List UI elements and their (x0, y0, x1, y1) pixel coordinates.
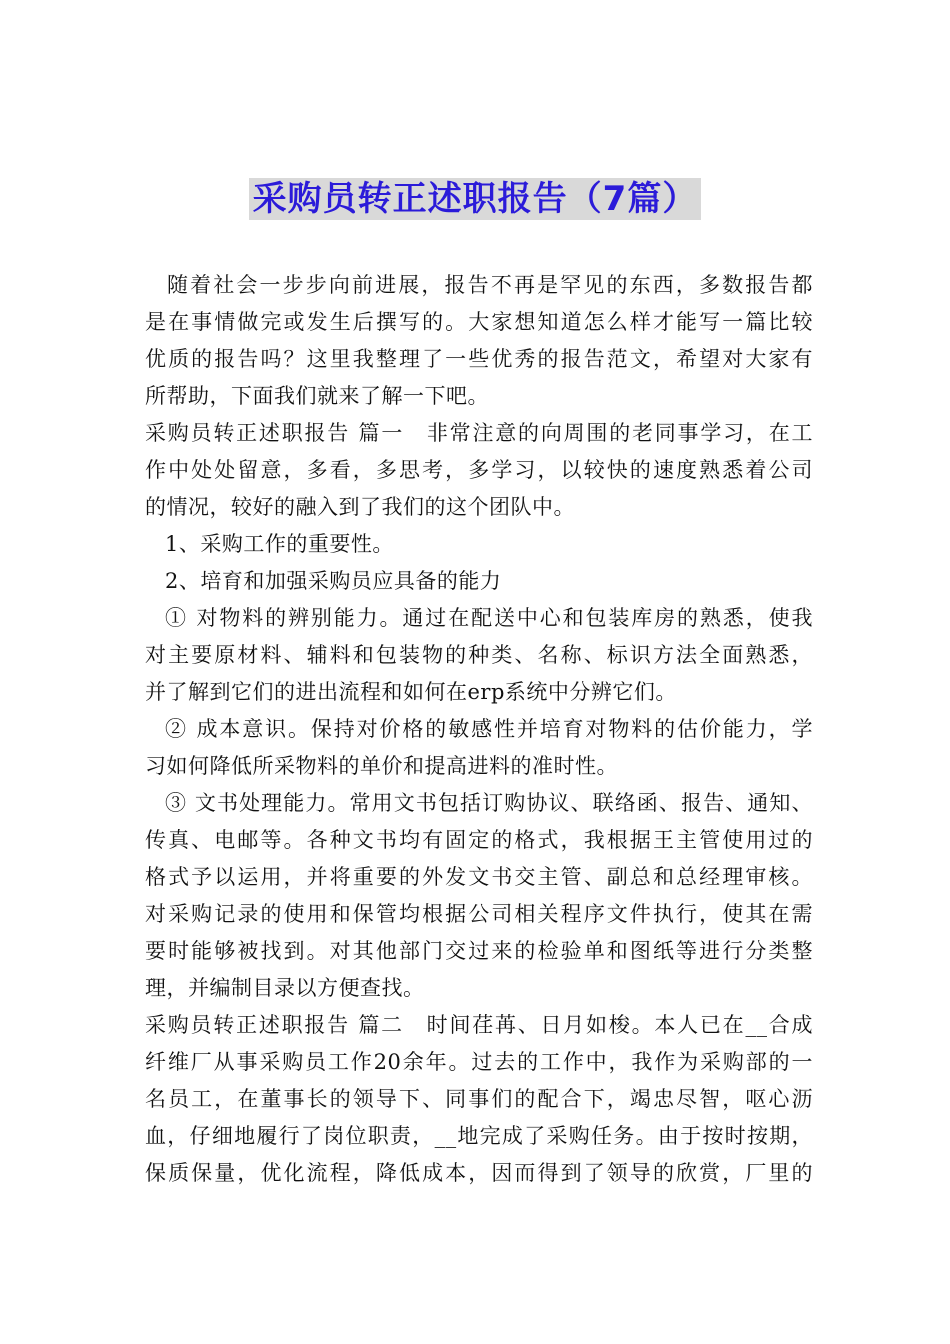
paragraph-line: 所帮助，下面我们就来了解一下吧。 (145, 384, 489, 408)
paragraph-line: 对主要原材料、辅料和包装物的种类、名称、标识方法全面熟悉， (145, 643, 813, 667)
paragraph-line: 优质的报告吗？这里我整理了一些优秀的报告范文，希望对大家有 (145, 347, 813, 371)
paragraph-line: 传真、电邮等。各种文书均有固定的格式，我根据王主管使用过的 (145, 828, 813, 852)
paragraph-line: 格式予以运用，并将重要的外发文书交主管、副总和总经理审核。 (145, 865, 813, 889)
paragraph-line: 对采购记录的使用和保管均根据公司相关程序文件执行，使其在需 (145, 902, 813, 926)
paragraph-line: 血，仔细地履行了岗位职责，__地完成了采购任务。由于按时按期， (145, 1124, 813, 1148)
document-title: 采购员转正述职报告（7篇） (249, 178, 702, 220)
paragraph-line: 习如何降低所采物料的单价和提高进料的准时性。 (145, 754, 618, 778)
sub-list-item: ③ 文书处理能力。常用文书包括订购协议、联络函、报告、通知、 (165, 791, 813, 815)
paragraph-line: 的情况，较好的融入到了我们的这个团队中。 (145, 495, 575, 519)
paragraph-line: 是在事情做完或发生后撰写的。大家想知道怎么样才能写一篇比较 (145, 310, 813, 334)
paragraph-line: 随着社会一步步向前进展，报告不再是罕见的东西，多数报告都 (167, 273, 813, 297)
list-item: 1、采购工作的重要性。 (165, 532, 394, 556)
paragraph-line: 纤维厂从事采购员工作20余年。过去的工作中，我作为采购部的一 (145, 1050, 813, 1074)
title-container (0, 178, 950, 220)
paragraph-line: 理，并编制目录以方便查找。 (145, 976, 425, 1000)
document-body (145, 267, 813, 1192)
section-heading-line: 采购员转正述职报告 篇二 时间荏苒、日月如梭。本人已在__合成 (145, 1013, 813, 1037)
paragraph-line: 并了解到它们的进出流程和如何在erp系统中分辨它们。 (145, 680, 677, 704)
paragraph-line: 要时能够被找到。对其他部门交过来的检验单和图纸等进行分类整 (145, 939, 813, 963)
section-heading-line: 采购员转正述职报告 篇一 非常注意的向周围的老同事学习，在工 (145, 421, 813, 445)
list-item: 2、培育和加强采购员应具备的能力 (165, 569, 502, 593)
paragraph-line: 作中处处留意，多看，多思考，多学习，以较快的速度熟悉着公司 (145, 458, 813, 482)
sub-list-item: ① 对物料的辨别能力。通过在配送中心和包装库房的熟悉，使我 (165, 606, 813, 630)
sub-list-item: ② 成本意识。保持对价格的敏感性并培育对物料的估价能力，学 (165, 717, 813, 741)
paragraph-line: 名员工，在董事长的领导下、同事们的配合下，竭忠尽智，呕心沥 (145, 1087, 813, 1111)
paragraph-line: 保质保量，优化流程，降低成本，因而得到了领导的欣赏，厂里的 (145, 1161, 813, 1185)
